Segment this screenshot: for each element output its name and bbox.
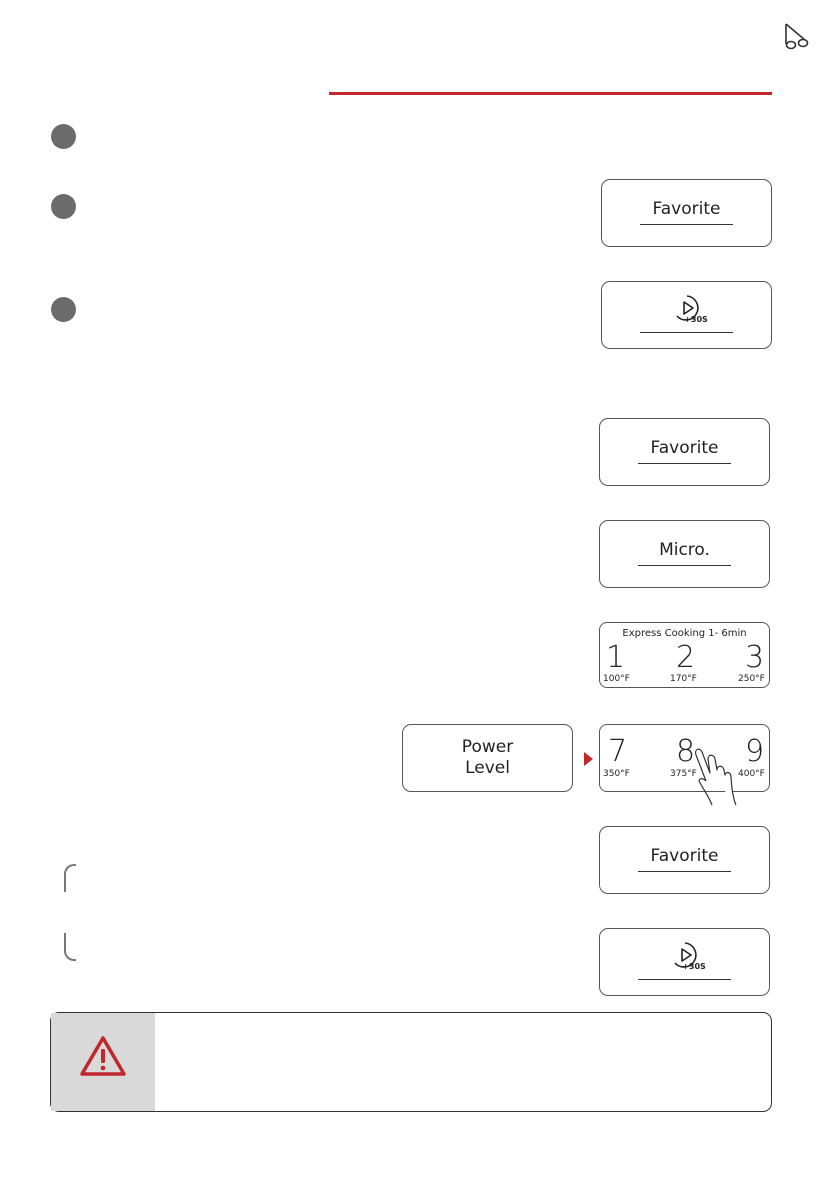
express-temp-7: 350°F (603, 769, 630, 779)
start-30s-key[interactable] (601, 281, 772, 349)
express-cooking-display (599, 622, 770, 688)
warning-side-panel (51, 1013, 155, 1111)
favorite-key[interactable] (599, 418, 770, 486)
bracket-top (64, 864, 76, 892)
express-digit-2[interactable]: 2 (676, 640, 696, 675)
favorite-key-label: Favorite (650, 846, 719, 866)
express-temp-3: 250°F (738, 674, 765, 684)
plus-30s-text: +30S (681, 962, 706, 971)
play-30s-icon (667, 939, 706, 975)
express-temp-8: 375°F (670, 769, 697, 779)
key-underline (638, 565, 731, 566)
play-30s-icon (669, 292, 708, 328)
key-underline (638, 463, 731, 464)
key-underline (640, 224, 733, 225)
step-bullet-1 (51, 124, 76, 149)
start-30s-key[interactable] (599, 928, 770, 996)
warning-icon (79, 1035, 127, 1077)
hand-pointer-icon (688, 737, 736, 807)
key-underline (638, 871, 731, 872)
favorite-key-label: Favorite (650, 438, 719, 458)
power-level-label: Power Level (461, 737, 514, 778)
express-digit-1[interactable]: 1 (606, 640, 626, 675)
express-temp-1: 100°F (603, 674, 630, 684)
express-temp-9: 400°F (738, 769, 765, 779)
section-title-rule (329, 92, 772, 95)
power-level-key[interactable] (402, 724, 573, 792)
micro-key-label: Micro. (659, 540, 710, 560)
express-digit-8[interactable]: 8 (676, 734, 696, 769)
step-bullet-3 (51, 297, 76, 322)
bracket-bottom (64, 933, 76, 961)
favorite-key[interactable] (599, 826, 770, 894)
favorite-key[interactable] (601, 179, 772, 247)
express-cooking-title: Express Cooking 1- 6min (622, 628, 747, 639)
express-digit-9[interactable]: 9 (745, 734, 765, 769)
warning-box (50, 1012, 772, 1112)
scissors-icon (783, 22, 809, 50)
key-underline (638, 979, 731, 980)
express-cooking-display-row2 (599, 724, 770, 792)
express-digit-7[interactable]: 7 (608, 734, 628, 769)
express-temp-2: 170°F (670, 674, 697, 684)
plus-30s-text: +30S (683, 315, 708, 324)
micro-key[interactable] (599, 520, 770, 588)
express-digit-3[interactable]: 3 (745, 640, 765, 675)
key-underline (640, 332, 733, 333)
favorite-key-label: Favorite (652, 199, 721, 219)
arrow-right-icon (584, 752, 593, 766)
step-bullet-2 (51, 194, 76, 219)
